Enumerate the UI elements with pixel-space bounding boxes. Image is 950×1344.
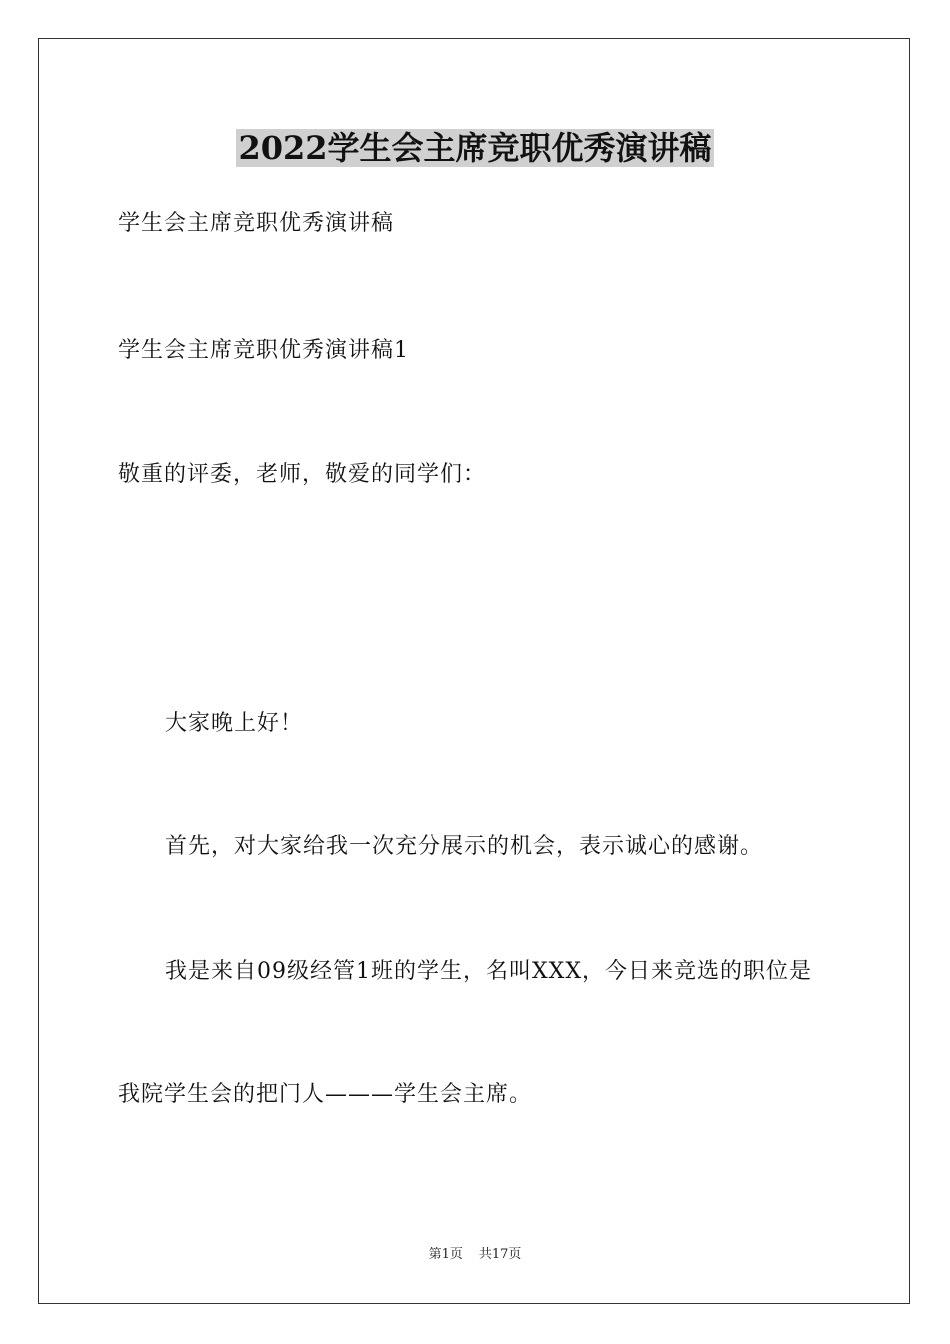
document-title (0, 128, 950, 168)
paragraph-introduction: 我是来自09级经管1班的学生，名叫XXX，今日来竞选的职位是 (165, 959, 812, 984)
page-footer (0, 1246, 950, 1264)
paragraph-introduction-continued: 我院学生会的把门人———学生会主席。 (118, 1082, 533, 1107)
paragraph-salutation: 敬重的评委，老师，敬爱的同学们： (118, 462, 487, 487)
page-number: 第1页 (428, 1247, 463, 1262)
page-total: 共17页 (478, 1247, 522, 1262)
paragraph-section-heading: 学生会主席竞职优秀演讲稿1 (118, 338, 409, 363)
document-title-text: 2022学生会主席竞职优秀演讲稿 (238, 129, 712, 167)
paragraph-thanks: 首先，对大家给我一次充分展示的机会，表示诚心的感谢。 (165, 834, 764, 859)
paragraph-subtitle: 学生会主席竞职优秀演讲稿 (118, 211, 395, 236)
paragraph-greeting: 大家晚上好！ (165, 711, 304, 736)
